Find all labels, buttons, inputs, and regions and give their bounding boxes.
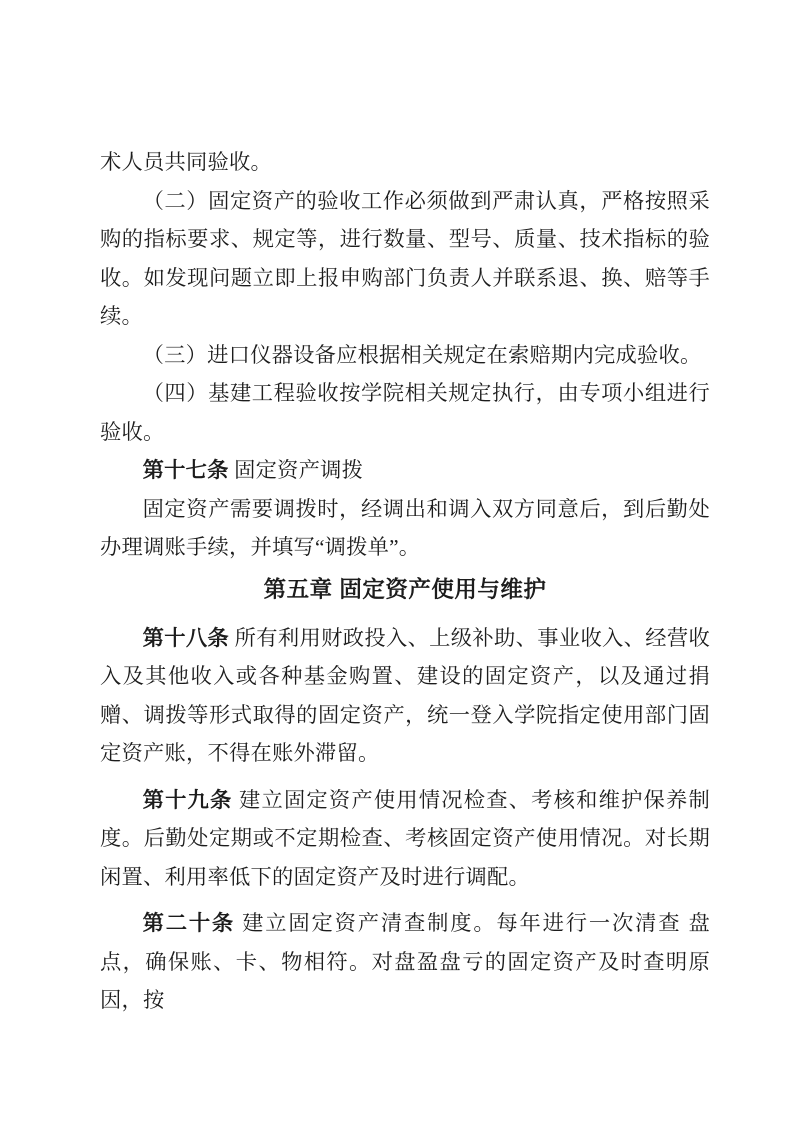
paragraph-text: 固定资产需要调拨时，经调出和调入双方同意后，到后勤处办理调账手续，并填写“调拨单”。	[100, 496, 710, 559]
paragraph-item-4	[100, 374, 710, 451]
paragraph-article-17	[100, 451, 710, 490]
paragraph-article-20	[100, 904, 710, 1020]
paragraph-article-18	[100, 619, 710, 773]
paragraph-text: 建立固定资产清查制度。每年进行一次清查 盘点，确保账、卡、物相符。对盘盈盘亏的固定资产及时查明原因，按	[100, 911, 710, 1012]
article-term: 第十八条	[142, 625, 230, 650]
article-term: 第二十条	[142, 911, 236, 935]
paragraph-article-17-body	[100, 490, 710, 567]
paragraph-article-19	[100, 781, 710, 897]
paragraph-text: （三）进口仪器设备应根据相关规定在索赔期内完成验收。	[142, 342, 702, 367]
paragraph-continuation	[100, 143, 710, 182]
paragraph-text: （四）基建工程验收按学院相关规定执行，由专项小组进行验收。	[100, 381, 710, 444]
paragraph-text: 术人员共同验收。	[100, 150, 272, 174]
paragraph-text: （二）固定资产的验收工作必须做到严肃认真，严格按照采购的指标要求、规定等，进行数量、型号、质量、技术指标的验收。如发现问题立即上报申购部门负责人并联系退、换、赔等手续。	[100, 188, 710, 328]
paragraph-text: 建立固定资产使用情况检查、考核和维护保养制度。后勤处定期或不定期检查、考核固定资产使用情况。对长期闲置、利用率低下的固定资产及时进行调配。	[100, 787, 710, 889]
paragraph-item-2	[100, 182, 710, 336]
article-term: 第十九条	[142, 787, 233, 812]
chapter-heading: 第五章 固定资产使用与维护	[263, 576, 547, 602]
paragraph-text: 固定资产调拨	[228, 458, 364, 482]
article-term: 第十七条	[142, 458, 229, 482]
paragraph-text: 所有利用财政投入、上级补助、事业收入、经营收入及其他收入或各种基金购置、建设的固定资产，以及通过捐赠、调拨等形式取得的固定资产，统一登入学院指定使用部门固定资产账，不得在账外滞留。	[100, 625, 710, 765]
paragraph-item-3	[100, 336, 710, 375]
